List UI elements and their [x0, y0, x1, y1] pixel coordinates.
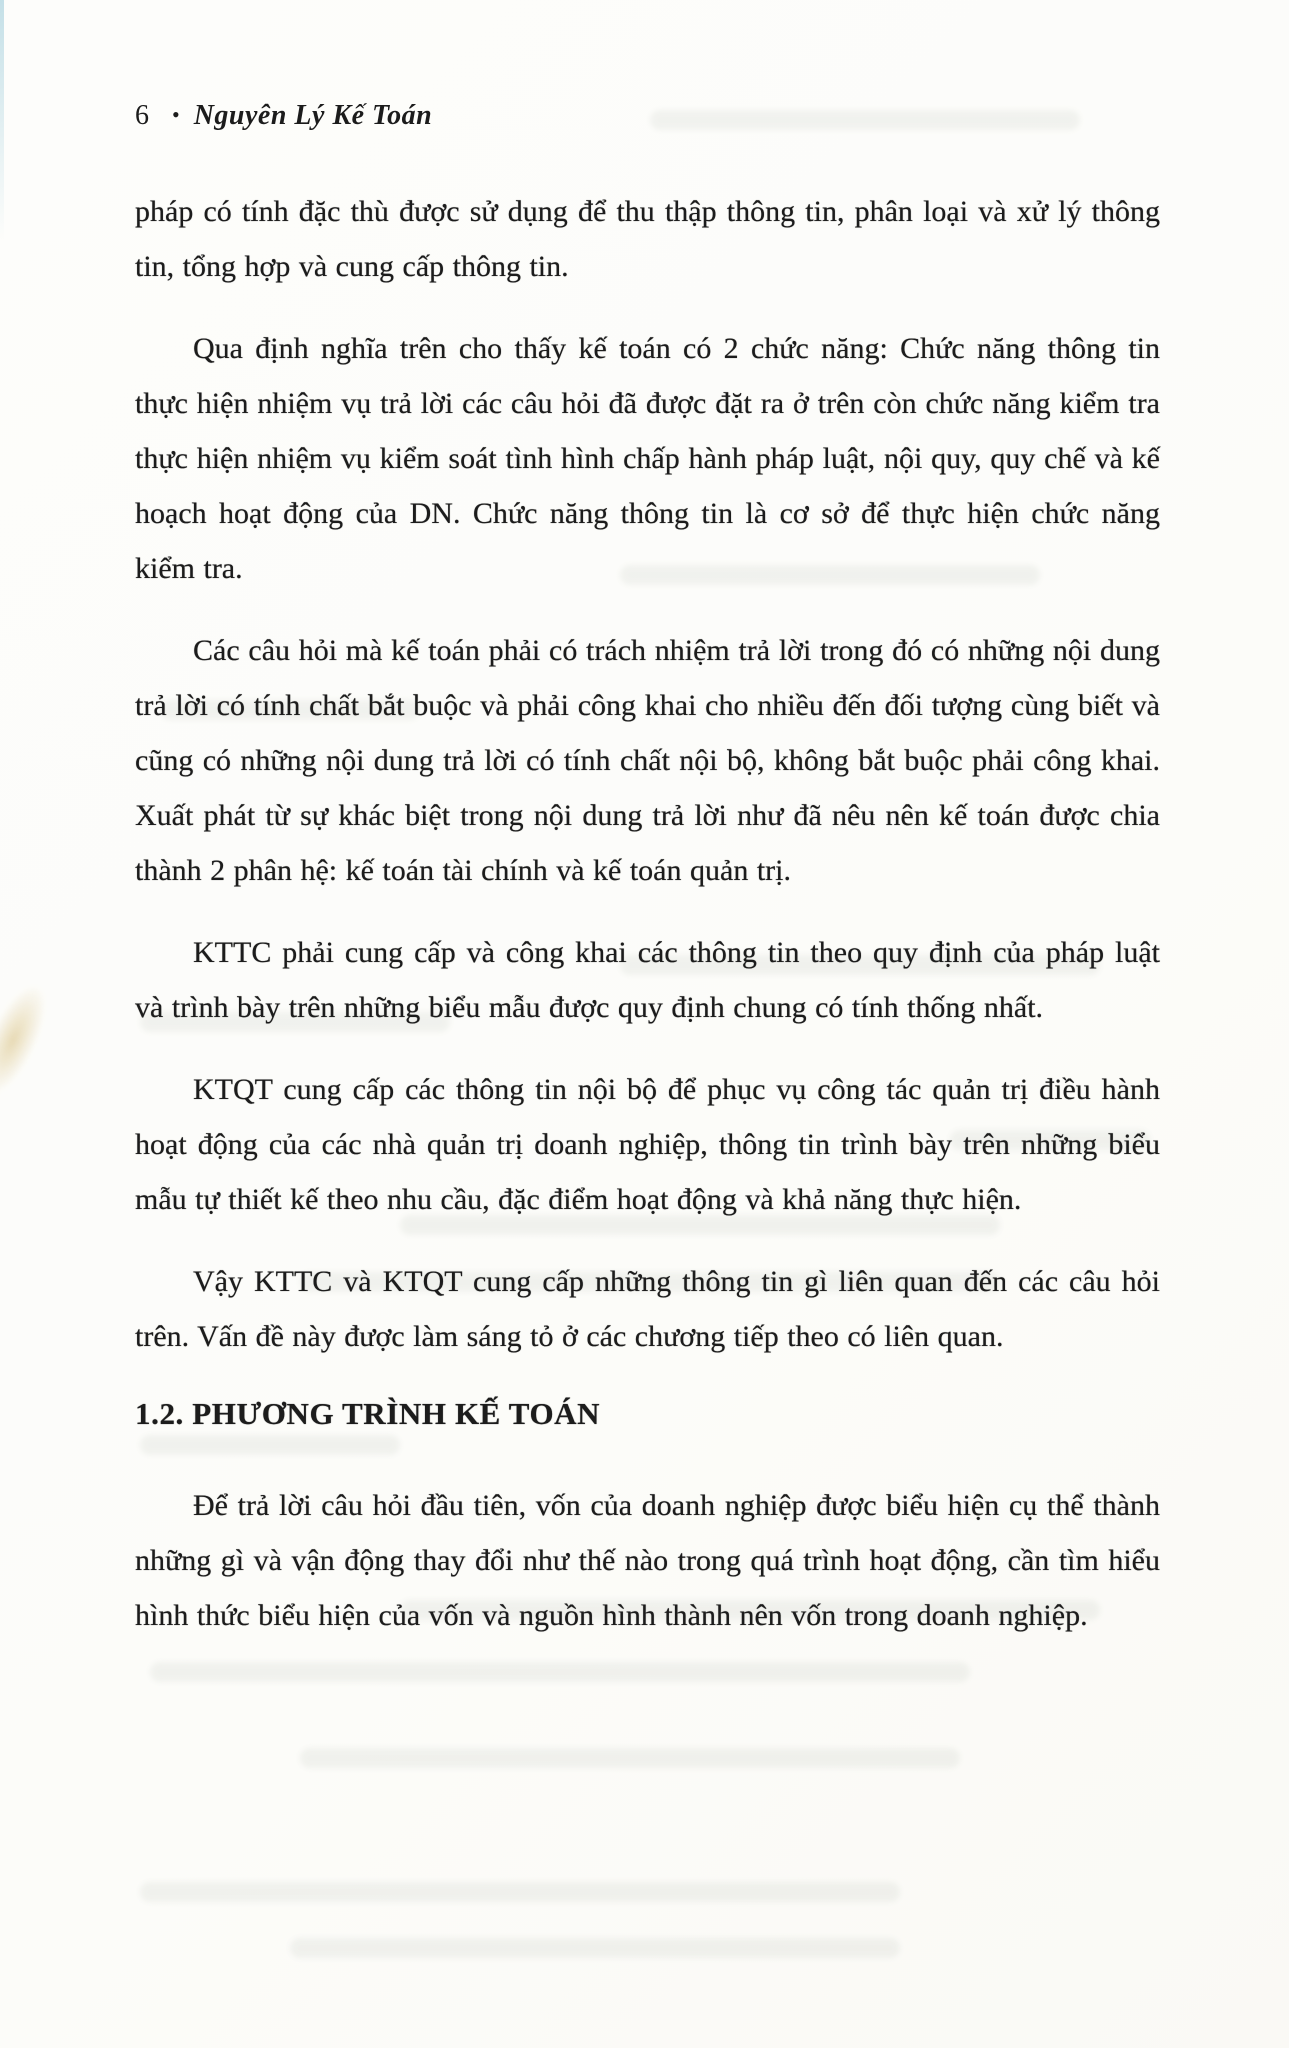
scan-smudge-artifact — [0, 976, 59, 1104]
page-content — [135, 100, 1160, 1670]
paragraph: Các câu hỏi mà kế toán phải có trách nhiệm trả lời trong đó có những nội dung trả lời có tính chất bắt buộc và phải công khai cho nhiều đến đối tượng cùng biết và cũng có những nội dung trả lời có tính chất nội bộ, không bắt buộc phải công khai. Xuất phát từ sự khác biệt trong nội dung trả lời như đã nêu nên kế toán được chia thành 2 phân hệ: kế toán tài chính và kế toán quản trị. — [135, 634, 1160, 887]
section-heading: 1.2. PHƯƠNG TRÌNH KẾ TOÁN — [135, 1396, 601, 1431]
paragraph: KTQT cung cấp các thông tin nội bộ để phục vụ công tác quản trị điều hành hoạt động của các nhà quản trị doanh nghiệp, thông tin trình bày trên những biểu mẫu tự thiết kế theo nhu cầu, đặc điểm hoạt động và khả năng thực hiện. — [135, 1073, 1160, 1216]
page-body — [135, 184, 1160, 1643]
bleed-through-artifact — [140, 1882, 900, 1902]
paragraph: KTTC phải cung cấp và công khai các thông tin theo quy định của pháp luật và trình bày trên những biểu mẫu được quy định chung có tính thống nhất. — [135, 936, 1160, 1024]
bleed-through-artifact — [290, 1938, 900, 1958]
bleed-through-artifact — [300, 1748, 960, 1768]
paragraph: Vậy KTTC và KTQT cung cấp những thông tin gì liên quan đến các câu hỏi trên. Vấn đề này được làm sáng tỏ ở các chương tiếp theo có liên quan. — [135, 1265, 1160, 1353]
paragraph-continuation: pháp có tính đặc thù được sử dụng để thu thập thông tin, phân loại và xử lý thông tin, tổng hợp và cung cấp thông tin. — [135, 195, 1160, 283]
page-number: 6 — [135, 100, 150, 131]
bullet-separator-icon: • — [172, 102, 180, 127]
scan-edge-artifact — [0, 0, 4, 240]
paragraph: Để trả lời câu hỏi đầu tiên, vốn của doanh nghiệp được biểu hiện cụ thể thành những gì và vận động thay đổi như thế nào trong quá trình hoạt động, cần tìm hiểu hình thức biểu hiện của vốn và nguồn hình thành nên vốn trong doanh nghiệp. — [135, 1489, 1160, 1632]
book-title: Nguyên Lý Kế Toán — [193, 100, 433, 131]
page-header — [135, 100, 1160, 132]
paragraph: Qua định nghĩa trên cho thấy kế toán có 2 chức năng: Chức năng thông tin thực hiện nhiệm vụ trả lời các câu hỏi đã được đặt ra ở trên còn chức năng kiểm tra thực hiện nhiệm vụ kiểm soát tình hình chấp hành pháp luật, nội quy, quy chế và kế hoạch hoạt động của DN. Chức năng thông tin là cơ sở để thực hiện chức năng kiểm tra. — [135, 332, 1160, 585]
